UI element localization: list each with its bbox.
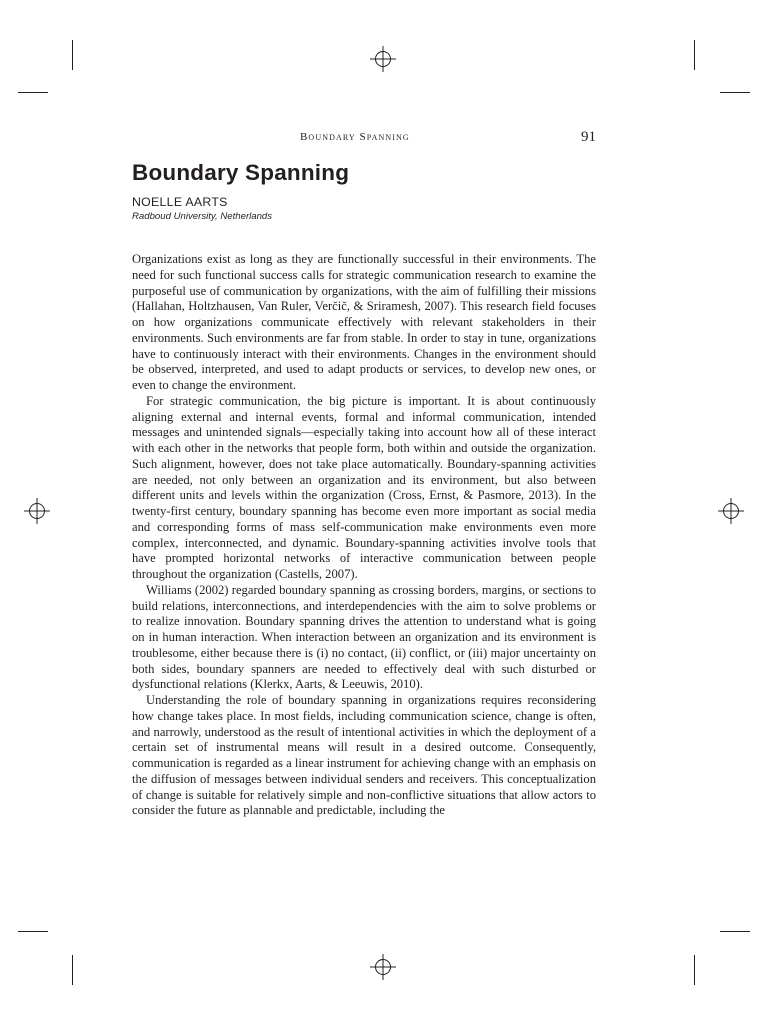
registration-mark-icon xyxy=(718,498,744,524)
crop-mark xyxy=(694,955,695,985)
paragraph: For strategic communication, the big picture is important. It is about continuously aligning external and internal events, formal and informal communication, intended messages and unintended signals—especially taking into account how all of these interact with each other in the networks that people form, both within and outside the organization. Such alignment, however, does not take place automatically. Boundary-spanning activities are needed, not only between an organization and its environment, but also between different units and levels within the organization (Cross, Ernst, & Pasmore, 2013). In the twenty-first century, boundary spanning has become even more important as social media and corresponding forms of mass self-communication make environments even more complex, interconnected, and dynamic. Boundary-spanning activities involve tools that have prompted horizontal networks of interactive communication between people throughout the organization (Castells, 2007). xyxy=(132,393,596,581)
registration-mark-icon xyxy=(370,954,396,980)
crop-mark xyxy=(720,92,750,93)
author-affiliation: Radboud University, Netherlands xyxy=(132,211,273,222)
crop-mark xyxy=(72,40,73,70)
page-number: 91 xyxy=(581,129,596,145)
entry-title: Boundary Spanning xyxy=(132,160,350,185)
registration-mark-icon xyxy=(370,46,396,72)
author-name: NOELLE AARTS xyxy=(132,195,228,209)
running-head: Boundary Spanning xyxy=(300,131,410,143)
crop-mark xyxy=(18,931,48,932)
paragraph: Organizations exist as long as they are functionally successful in their environments. The need for such functional success calls for strategic communication research to examine the purposeful use of communication by organizations, with the aim of fulfilling their missions (Hallahan, Holtzhausen, Van Ruler, Verčič, & Sriramesh, 2007). This research field focuses on how organizations communicate effectively with relevant stakeholders in their environments. Such environments are far from stable. In order to stay in tune, organizations have to continuously interact with their environments. Changes in the environment should be observed, interpreted, and used to adapt products or services, to develop new ones, or even to change the environment. xyxy=(132,252,596,392)
crop-mark xyxy=(694,40,695,70)
paragraph: Understanding the role of boundary spanning in organizations requires reconsidering how change takes place. In most fields, including communication science, change is often, and narrowly, understood as the result of intentional activities in which the deployment of a certain set of instrumental means will result in a desired outcome. Consequently, communication is regarded as a linear instrument for achieving change with an emphasis on the diffusion of messages between individual senders and receivers. This conceptualization of change is suitable for relatively simple and non-conflictive situations that allow actors to consider the future as plannable and predictable, including the xyxy=(132,693,596,818)
crop-mark xyxy=(18,92,48,93)
crop-mark xyxy=(720,931,750,932)
body-text xyxy=(132,252,596,819)
crop-mark xyxy=(72,955,73,985)
registration-mark-icon xyxy=(24,498,50,524)
paragraph: Williams (2002) regarded boundary spanning as crossing borders, margins, or sections to build relations, interconnections, and interdependencies with the aim to solve problems or to realize innovation. Boundary spanning drives the attention to understand what is going on in human interaction. When interaction between an organization and its environment is troublesome, either because there is (i) no contact, (ii) conflict, or (iii) major uncertainty on both sides, boundary spanners are needed to effectively deal with such disturbed or dysfunctional relations (Klerkx, Aarts, & Leeuwis, 2010). xyxy=(132,582,596,692)
